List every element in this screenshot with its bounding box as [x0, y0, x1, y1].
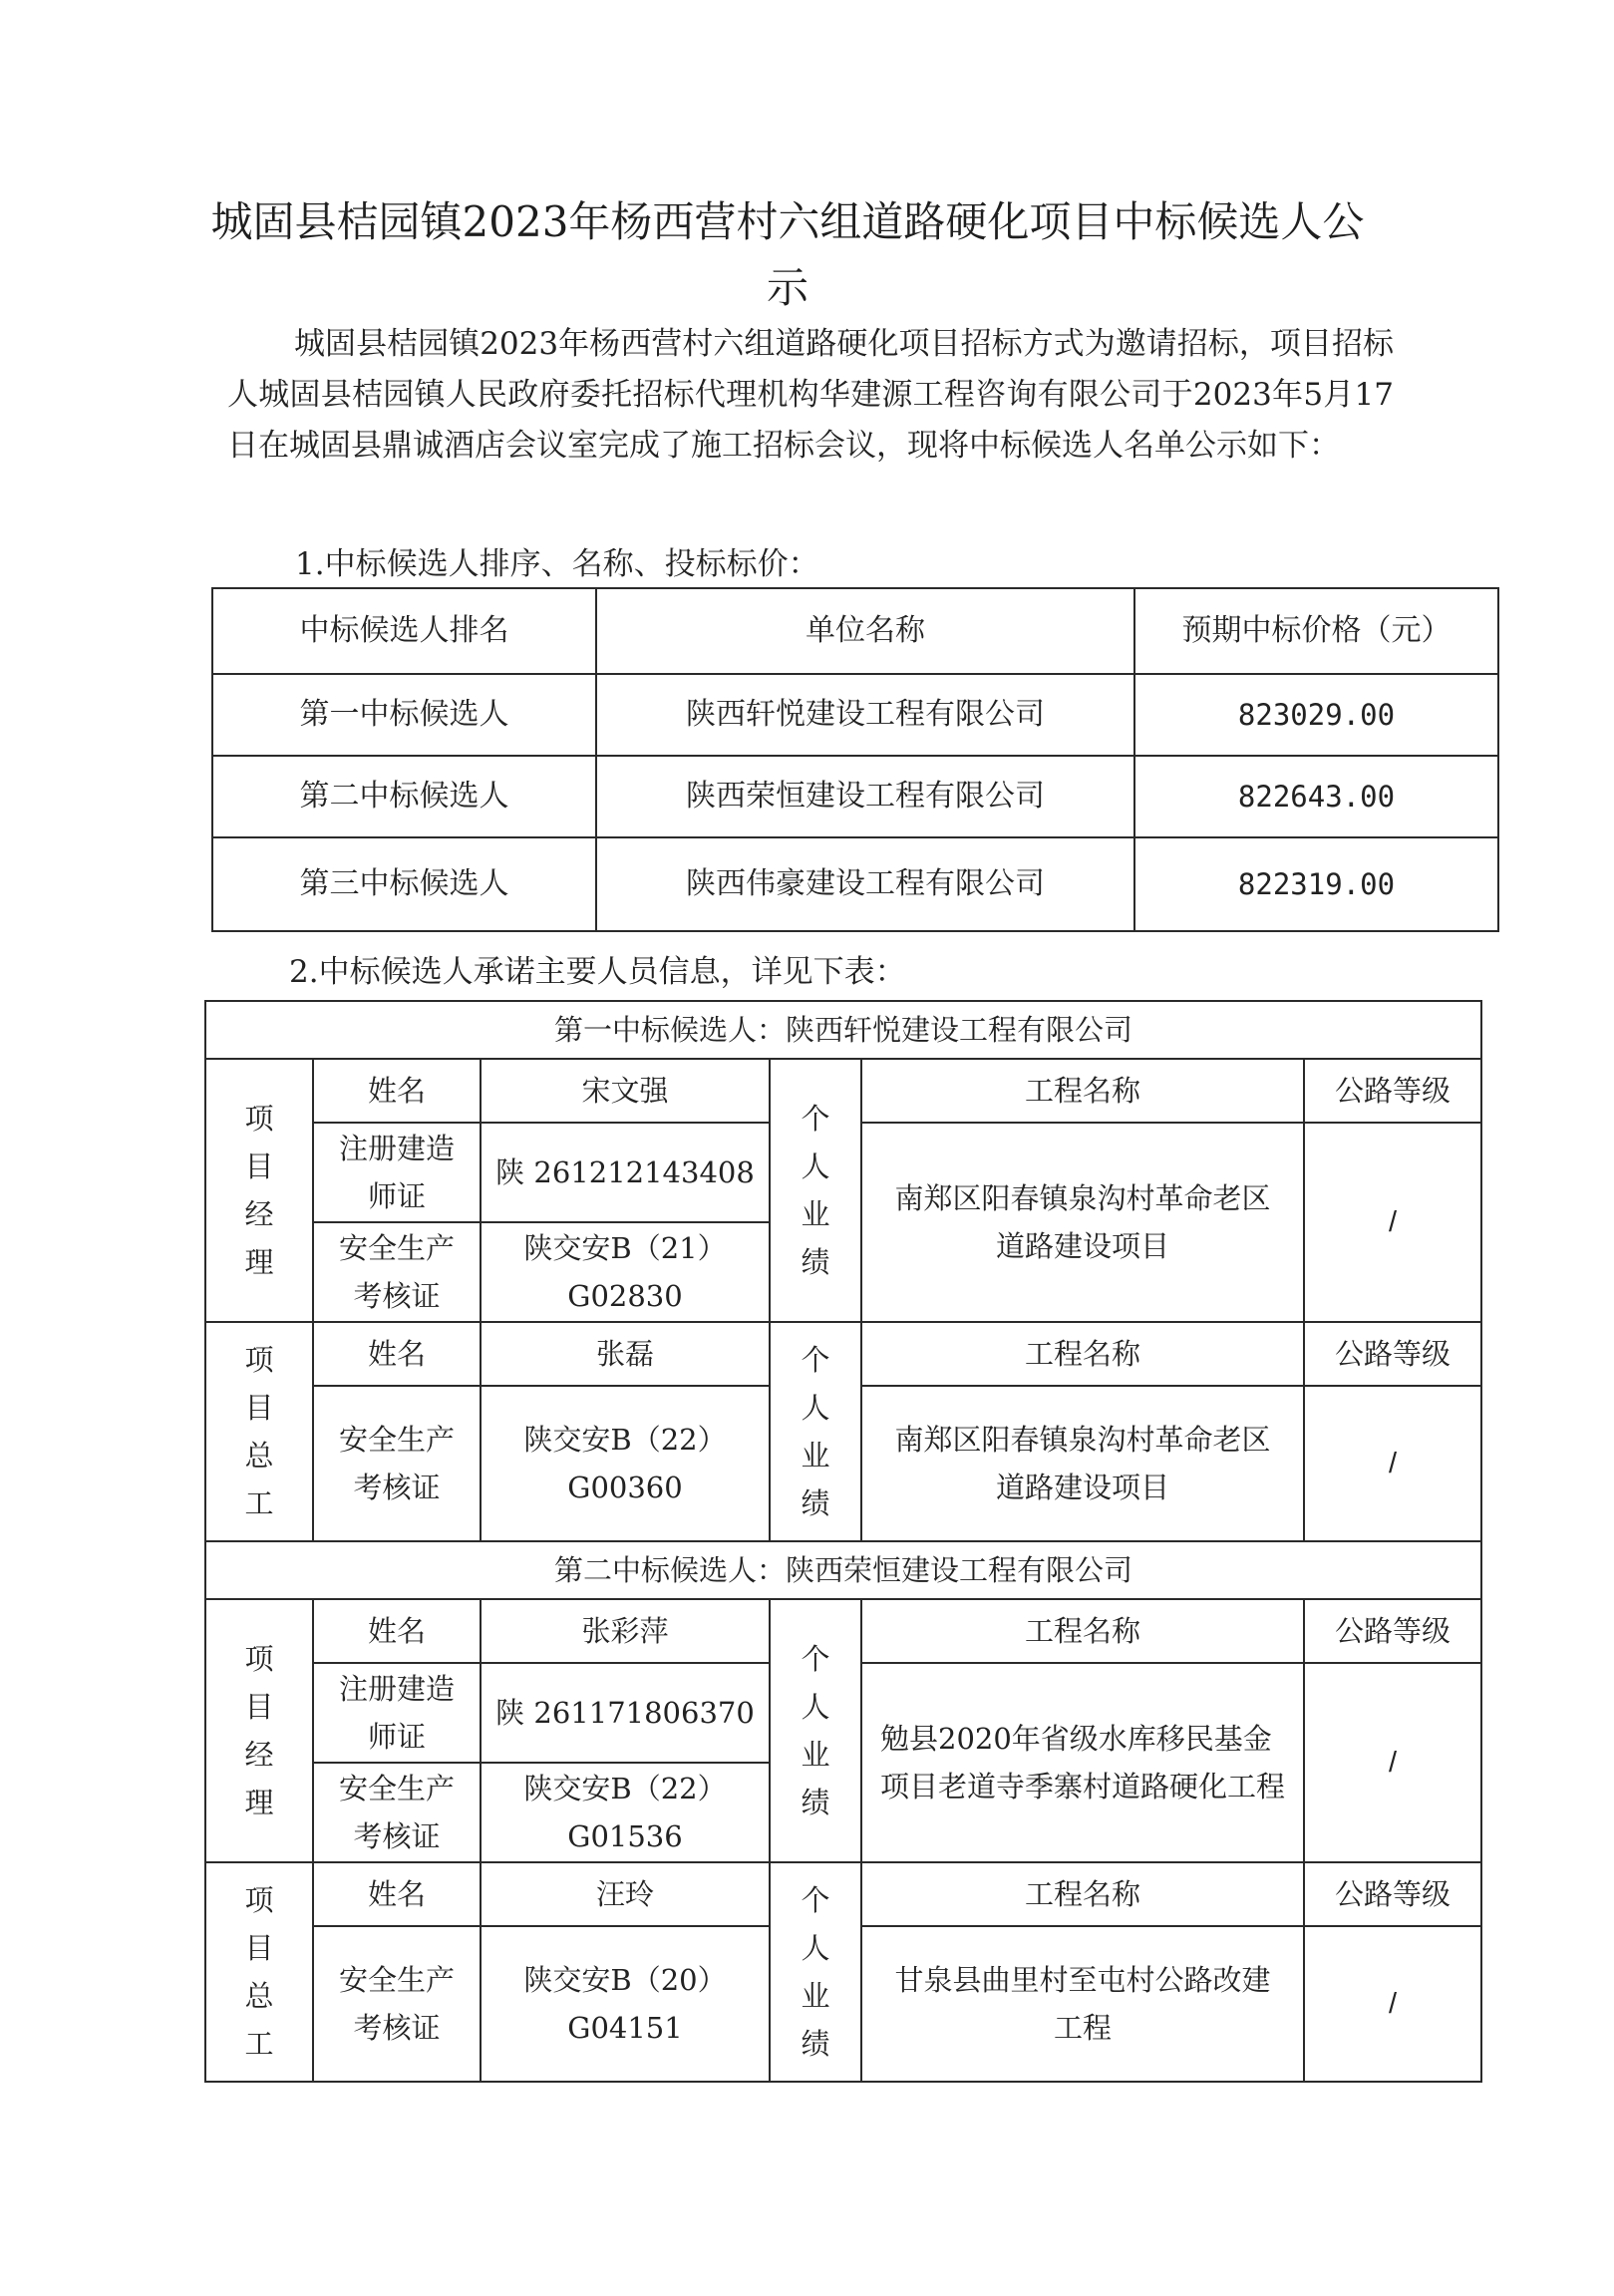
section-1-heading: 1.中标候选人排序、名称、投标标价： — [295, 546, 819, 582]
pm-road-grade: / — [1304, 1663, 1481, 1862]
chief-project: 甘泉县曲里村至屯村公路改建工程 — [861, 1926, 1304, 2082]
price-cell: 822643.00 — [1134, 756, 1498, 837]
name-label: 姓名 — [313, 1322, 481, 1386]
pm-project: 勉县2020年省级水库移民基金项目老道寺季寨村道路硬化工程 — [861, 1663, 1304, 1862]
project-name-label: 工程名称 — [861, 1599, 1304, 1663]
company-cell: 陕西荣恒建设工程有限公司 — [596, 756, 1134, 837]
safety-cert-label: 安全生产考核证 — [313, 1763, 481, 1862]
group-header-row — [205, 1541, 1481, 1599]
chief-label: 项目总工 — [205, 1862, 313, 2082]
section-2-heading: 2.中标候选人承诺主要人员信息，详见下表： — [289, 954, 906, 990]
rank-cell: 第三中标候选人 — [212, 837, 596, 931]
safety-cert-label: 安全生产考核证 — [313, 1222, 481, 1322]
table-header-row — [212, 588, 1498, 674]
rank-cell: 第一中标候选人 — [212, 674, 596, 756]
table-row — [212, 674, 1498, 756]
price-cell: 822319.00 — [1134, 837, 1498, 931]
pm-safety-cert: 陕交安B（21）G02830 — [481, 1222, 770, 1322]
chief-safety-cert: 陕交安B（22）G00360 — [481, 1386, 770, 1541]
intro-paragraph: 城固县桔园镇2023年杨西营村六组道路硬化项目招标方式为邀请招标，项目招标人城固县桔园镇人民政府委托招标代理机构华建源工程咨询有限公司于2023年5月17日在城固县鼎诚酒店会议室完成了施工招标会议，现将中标候选人名单公示如下： — [227, 326, 1394, 464]
group-header-row — [205, 1001, 1481, 1059]
name-label: 姓名 — [313, 1862, 481, 1926]
pm-name-row — [205, 1059, 1481, 1123]
pm-reg-cert: 陕 261212143408 — [481, 1123, 770, 1222]
chief-label: 项目总工 — [205, 1322, 313, 1541]
personal-perf-label: 个人业绩 — [770, 1322, 861, 1541]
name-label: 姓名 — [313, 1059, 481, 1123]
chief-name-row — [205, 1862, 1481, 1926]
road-grade-label: 公路等级 — [1304, 1059, 1481, 1123]
road-grade-label: 公路等级 — [1304, 1862, 1481, 1926]
name-label: 姓名 — [313, 1599, 481, 1663]
road-grade-label: 公路等级 — [1304, 1599, 1481, 1663]
chief-name: 张磊 — [481, 1322, 770, 1386]
company-cell: 陕西伟豪建设工程有限公司 — [596, 837, 1134, 931]
project-name-label: 工程名称 — [861, 1322, 1304, 1386]
group-header: 第二中标候选人：陕西荣恒建设工程有限公司 — [205, 1541, 1481, 1599]
table-row — [212, 756, 1498, 837]
chief-road-grade: / — [1304, 1386, 1481, 1541]
company-cell: 陕西轩悦建设工程有限公司 — [596, 674, 1134, 756]
personal-perf-label: 个人业绩 — [770, 1059, 861, 1322]
pm-label: 项目经理 — [205, 1599, 313, 1862]
pm-name-row — [205, 1599, 1481, 1663]
rank-cell: 第二中标候选人 — [212, 756, 596, 837]
reg-cert-label: 注册建造师证 — [313, 1123, 481, 1222]
personal-perf-label: 个人业绩 — [770, 1599, 861, 1862]
project-name-label: 工程名称 — [861, 1862, 1304, 1926]
price-cell: 823029.00 — [1134, 674, 1498, 756]
pm-project: 南郑区阳春镇泉沟村革命老区道路建设项目 — [861, 1123, 1304, 1322]
pm-name: 宋文强 — [481, 1059, 770, 1123]
document-title: 城固县桔园镇2023年杨西营村六组道路硬化项目中标候选人公示 — [210, 197, 1365, 312]
reg-cert-label: 注册建造师证 — [313, 1663, 481, 1763]
candidates-table — [211, 587, 1499, 932]
pm-road-grade: / — [1304, 1123, 1481, 1322]
pm-name: 张彩萍 — [481, 1599, 770, 1663]
safety-cert-label: 安全生产考核证 — [313, 1926, 481, 2082]
project-name-label: 工程名称 — [861, 1059, 1304, 1123]
pm-reg-cert: 陕 261171806370 — [481, 1663, 770, 1763]
header-rank: 中标候选人排名 — [212, 588, 596, 674]
group-header: 第一中标候选人：陕西轩悦建设工程有限公司 — [205, 1001, 1481, 1059]
personnel-table — [204, 1000, 1482, 2083]
chief-safety-cert: 陕交安B（20）G04151 — [481, 1926, 770, 2082]
road-grade-label: 公路等级 — [1304, 1322, 1481, 1386]
pm-safety-cert: 陕交安B（22）G01536 — [481, 1763, 770, 1862]
chief-road-grade: / — [1304, 1926, 1481, 2082]
safety-cert-label: 安全生产考核证 — [313, 1386, 481, 1541]
personal-perf-label: 个人业绩 — [770, 1862, 861, 2082]
pm-label: 项目经理 — [205, 1059, 313, 1322]
header-price: 预期中标价格（元） — [1134, 588, 1498, 674]
chief-name-row — [205, 1322, 1481, 1386]
table-row — [212, 837, 1498, 931]
chief-project: 南郑区阳春镇泉沟村革命老区道路建设项目 — [861, 1386, 1304, 1541]
chief-name: 汪玲 — [481, 1862, 770, 1926]
header-company: 单位名称 — [596, 588, 1134, 674]
